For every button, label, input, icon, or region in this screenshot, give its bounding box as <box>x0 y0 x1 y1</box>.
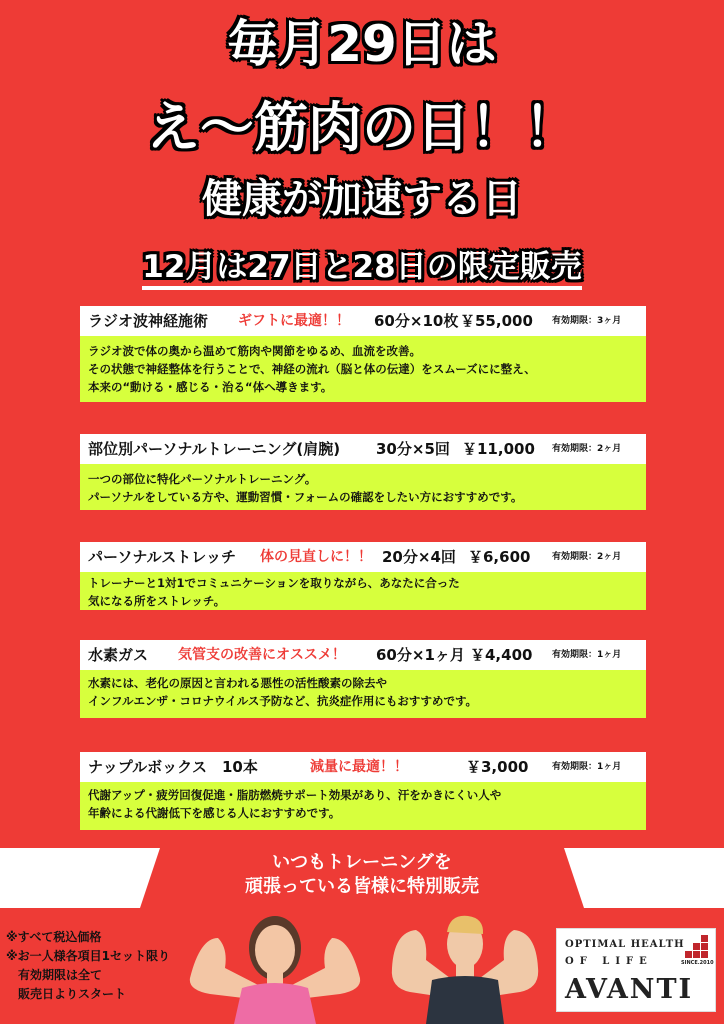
item-quantity: 20分×4回 <box>382 548 456 566</box>
man-flexing-illustration <box>380 908 550 1024</box>
item-description <box>80 464 646 510</box>
item-header <box>80 306 646 336</box>
item-validity: 有効期限：1ヶ月 <box>552 650 622 660</box>
notes <box>6 928 170 1004</box>
item-name: 部位別パーソナルトレーニング(肩腕) <box>88 440 341 458</box>
description-line: 気になる所をストレッチ。 <box>88 594 226 608</box>
description-line: トレーナーと1対1でコミュニケーションを取りながら、あなたに合った <box>88 576 460 590</box>
item-validity: 有効期限：1ヶ月 <box>552 762 622 772</box>
item-name: ナップルボックス 10本 <box>88 758 258 776</box>
item-price: ￥4,400 <box>470 646 533 664</box>
item-card-hydrogen-gas <box>80 640 646 718</box>
item-card-personal-training <box>80 434 646 510</box>
item-tagline: ギフトに最適！！ <box>238 313 350 329</box>
sale-dates-text: 12月は27日と28日の限定販売 <box>142 249 581 290</box>
note-line: ※お一人様各項目1セット限り <box>6 949 171 963</box>
title-line-2: え〜筋肉の日！！ <box>146 96 578 159</box>
note-line: 有効期限は全て <box>6 968 103 982</box>
logo-since: SINCE.2010 <box>681 960 714 966</box>
item-header <box>80 542 646 572</box>
description-line: パーソナルをしている方や、運動習慣・フォームの確認をしたい方におすすめです。 <box>88 490 523 504</box>
item-quantity: 60分×10枚 <box>374 312 459 330</box>
item-description <box>80 670 646 718</box>
item-validity: 有効期限：3ヶ月 <box>552 316 622 326</box>
description-line: 水素には、老化の原因と言われる悪性の活性酸素の除去や <box>88 676 387 690</box>
logo-line-1: OPTIMAL HEALTH <box>565 939 685 950</box>
logo-bars-icon <box>679 935 709 959</box>
description-line: ラジオ波で体の奥から温めて筋肉や関節をゆるめ、血流を改善。 <box>88 344 422 358</box>
note-line: 販売日よりスタート <box>6 987 127 1001</box>
item-header <box>80 752 646 782</box>
item-price: ￥11,000 <box>462 440 535 458</box>
logo-line-2: OF LIFE <box>565 956 653 967</box>
logo-brand: AVANTI <box>565 974 694 1005</box>
item-price: ￥6,600 <box>468 548 531 566</box>
item-price: ￥3,000 <box>466 758 529 776</box>
item-name: 水素ガス <box>88 646 149 664</box>
item-name: パーソナルストレッチ <box>88 548 237 566</box>
avanti-logo <box>556 928 716 1012</box>
item-tagline: 気管支の改善にオススメ！ <box>178 647 346 663</box>
item-card-personal-stretch <box>80 542 646 610</box>
note-line: ※すべて税込価格 <box>6 930 102 944</box>
message-line: 頑張っている皆様に特別販売 <box>245 876 479 897</box>
message-line: いつもトレーニングを <box>272 852 452 873</box>
item-validity: 有効期限：2ヶ月 <box>552 552 622 562</box>
woman-flexing-illustration <box>170 908 380 1024</box>
item-description <box>80 782 646 830</box>
item-validity: 有効期限：2ヶ月 <box>552 444 622 454</box>
item-card-nupple-box <box>80 752 646 830</box>
item-quantity: 60分×1ヶ月 <box>376 646 465 664</box>
item-header <box>80 640 646 670</box>
item-quantity: 30分×5回 <box>376 440 450 458</box>
item-description <box>80 572 646 610</box>
item-description <box>80 336 646 402</box>
item-card-radio-wave <box>80 306 646 402</box>
description-line: 代謝アップ・疲労回復促進・脂肪燃焼サポート効果があり、汗をかきにくい人や <box>88 788 502 802</box>
item-name: ラジオ波神経施術 <box>88 312 209 330</box>
item-price: ￥55,000 <box>460 312 533 330</box>
description-line: インフルエンザ・コロナウイルス予防など、抗炎症作用にもおすすめです。 <box>88 694 478 708</box>
title-line-1: 毎月29日は <box>227 15 497 73</box>
description-line: 年齢による代謝低下を感じる人におすすめです。 <box>88 806 341 820</box>
description-line: 本来の“動ける・感じる・治る“体へ導きます。 <box>88 380 333 394</box>
sale-dates <box>0 246 724 288</box>
item-header <box>80 434 646 464</box>
item-tagline: 体の見直しに！！ <box>260 549 372 565</box>
title-line-3: 健康が加速する日 <box>202 176 522 222</box>
item-tagline: 減量に最適！！ <box>310 759 408 775</box>
description-line: 一つの部位に特化パーソナルトレーニング。 <box>88 472 317 486</box>
description-line: その状態で神経整体を行うことで、神経の流れ（脳と体の伝達）をスムーズにに整え、 <box>88 362 536 376</box>
special-sale-message <box>0 851 724 899</box>
